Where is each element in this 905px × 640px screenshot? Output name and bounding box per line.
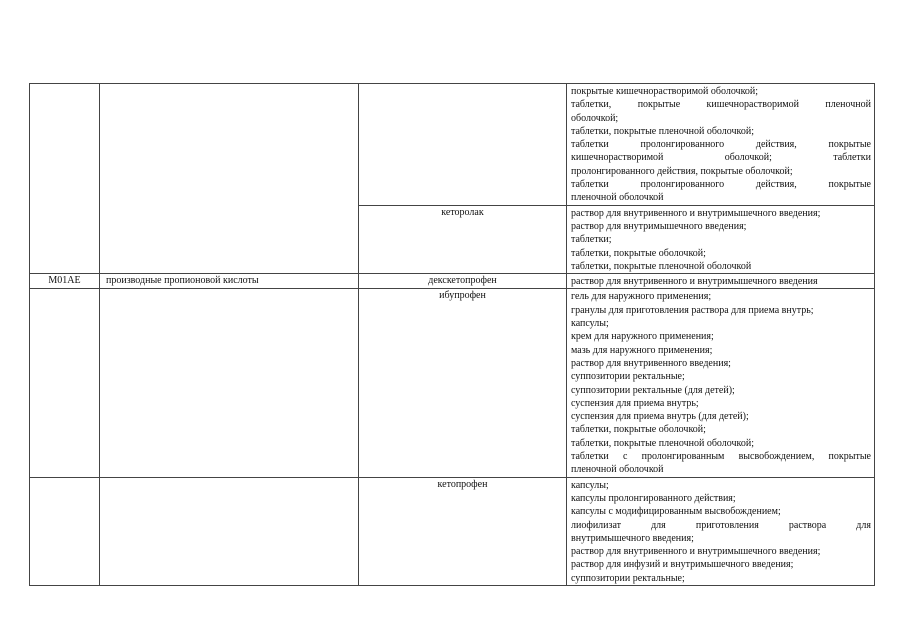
dosage-form-line: лиофилизат для приготовления раствора для <box>571 519 871 531</box>
dosage-forms-cell <box>567 477 875 585</box>
dosage-form-line: крем для наружного применения; <box>571 331 714 343</box>
dosage-form-line: раствор для внутримышечного введения; <box>571 220 747 232</box>
drug-table-body <box>30 84 875 586</box>
dosage-form-line: кишечнорастворимой оболочкой; таблетки <box>571 152 871 164</box>
dosage-form-line: мазь для наружного применения; <box>571 344 713 356</box>
dosage-form-line: капсулы; <box>571 318 609 330</box>
dosage-form-line: гранулы для приготовления раствора для приема внутрь; <box>571 304 814 316</box>
table-row <box>30 274 875 289</box>
table-row <box>30 477 875 585</box>
dosage-form-line: таблетки, покрытые пленочной оболочкой; <box>571 125 755 137</box>
dosage-form-line: суппозитории ректальные; <box>571 371 685 383</box>
dosage-form-line: таблетки, покрытые оболочкой; <box>571 247 706 259</box>
dosage-form-line: таблетки; <box>571 234 612 246</box>
dosage-form-line: гель для наружного применения; <box>571 291 712 303</box>
drug-name-cell: декскетопрофен <box>359 274 567 289</box>
dosage-form-line: суспензия для приема внутрь (для детей); <box>571 411 749 423</box>
dosage-forms-cell <box>567 289 875 477</box>
dosage-form-line: раствор для внутривенного и внутримышечного введения; <box>571 207 821 219</box>
drug-table <box>29 83 875 586</box>
table-row <box>30 289 875 477</box>
dosage-form-line: капсулы; <box>571 479 609 491</box>
dosage-form-line: раствор для внутривенного и внутримышечного введения <box>571 276 818 288</box>
atc-code-cell <box>30 477 100 585</box>
dosage-form-line: пролонгированного действия, покрытые оболочкой; <box>571 165 793 177</box>
dosage-form-line: пленочной оболочкой <box>571 192 664 204</box>
dosage-form-line: раствор для внутривенного и внутримышечного введения; <box>571 546 821 558</box>
dosage-form-line: покрытые кишечнорастворимой оболочкой; <box>571 86 759 97</box>
atc-code-cell <box>30 84 100 274</box>
pharmacological-group-cell: производные пропионовой кислоты <box>100 274 359 289</box>
atc-code-cell: M01AE <box>30 274 100 289</box>
dosage-forms-cell <box>567 205 875 273</box>
dosage-form-line: таблетки, покрытые пленочной оболочкой; <box>571 437 755 449</box>
table-row <box>30 84 875 206</box>
drug-name-cell <box>359 84 567 206</box>
dosage-form-line: суспензия для приема внутрь; <box>571 397 699 409</box>
dosage-form-line: таблетки, покрытые пленочной оболочкой <box>571 260 752 272</box>
dosage-form-line: таблетки, покрытые кишечнорастворимой пленочной <box>571 99 871 111</box>
dosage-form-line: таблетки с пролонгированным высвобождением, покрытые <box>571 451 871 463</box>
pharmacological-group-cell <box>100 477 359 585</box>
atc-code-cell <box>30 289 100 477</box>
dosage-form-line: капсулы с модифицированным высвобождением; <box>571 506 781 518</box>
dosage-form-line: таблетки пролонгированного действия, покрытые <box>571 179 871 191</box>
pharmacological-group-cell <box>100 84 359 274</box>
dosage-form-line: раствор для внутривенного введения; <box>571 357 731 369</box>
pharmacological-group-cell <box>100 289 359 477</box>
drug-name-cell: кеторолак <box>359 205 567 273</box>
dosage-form-line: капсулы пролонгированного действия; <box>571 492 736 504</box>
drug-name-cell: ибупрофен <box>359 289 567 477</box>
drug-name-cell: кетопрофен <box>359 477 567 585</box>
dosage-form-line: внутримышечного введения; <box>571 532 694 544</box>
dosage-form-line: суппозитории ректальные; <box>571 572 685 584</box>
dosage-form-line: таблетки, покрытые оболочкой; <box>571 424 706 436</box>
dosage-form-line: раствор для инфузий и внутримышечного введения; <box>571 559 794 571</box>
dosage-forms-cell <box>567 274 875 289</box>
dosage-form-line: суппозитории ректальные (для детей); <box>571 384 735 396</box>
dosage-forms-cell <box>567 84 875 206</box>
dosage-form-line: таблетки пролонгированного действия, покрытые <box>571 139 871 151</box>
dosage-form-line: оболочкой; <box>571 112 619 124</box>
dosage-form-line: пленочной оболочкой <box>571 464 664 476</box>
